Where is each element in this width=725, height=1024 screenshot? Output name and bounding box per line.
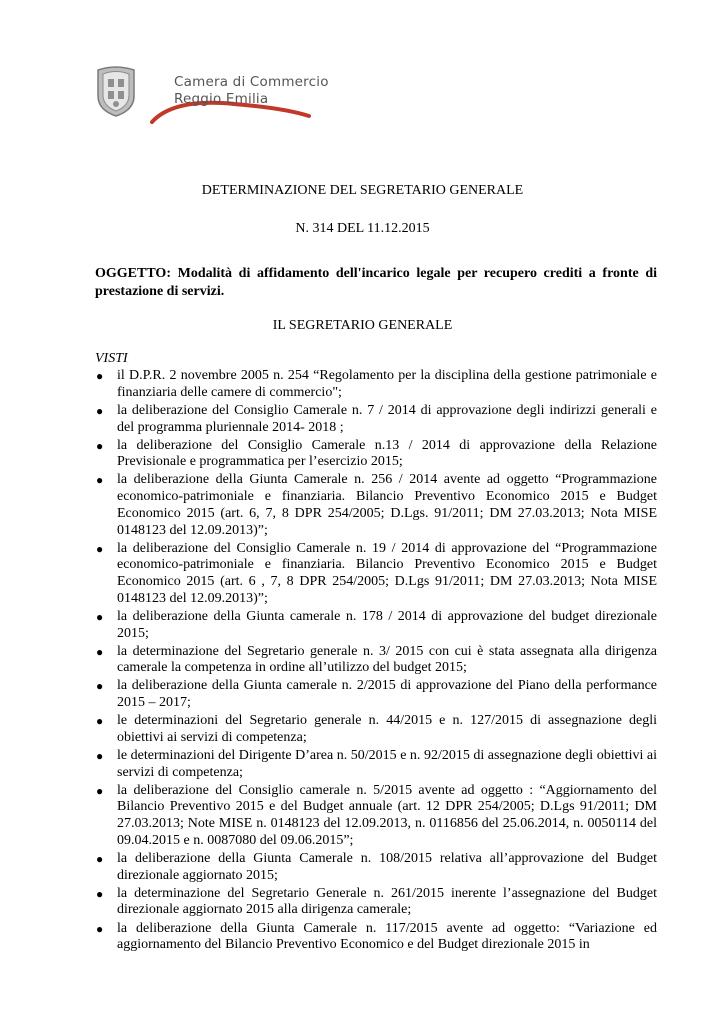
bullet-icon: ● [96,541,104,556]
bullet-icon: ● [96,783,104,798]
bullet-icon: ● [96,438,104,453]
list-item: ● la deliberazione della Giunta Camerale n. 117/2015 avente ad oggetto: “Variazione ed aggiornamento del Bilancio Preventivo Economico e del Budget direzionale 2015 in [96,920,657,953]
bullet-icon: ● [96,644,104,659]
bullet-icon: ● [96,609,104,624]
list-item: ● la deliberazione della Giunta camerale n. 178 / 2014 di approvazione del budget direzionale 2015; [96,608,657,641]
list-item: ● il D.P.R. 2 novembre 2005 n. 254 “Regolamento per la disciplina della gestione patrimoniale e finanziaria delle camere di commercio"; [96,368,657,400]
bullet-icon: ● [96,851,104,866]
visti-list [95,368,657,955]
bullet-icon: ● [96,369,104,383]
list-item: ● le determinazioni del Dirigente D’area n. 50/2015 e n. 92/2015 di assegnazione degli obiettivi ai servizi di competenza; [96,747,657,780]
bullet-icon: ● [96,714,104,729]
document-title: DETERMINAZIONE DEL SEGRETARIO GENERALE [201,183,524,198]
bullet-icon: ● [96,473,104,488]
logo-name-line1: Camera di Commercio [174,74,329,90]
visti-heading: VISTI [95,351,128,366]
list-item: ● la deliberazione del Consiglio Camerale n. 19 / 2014 di approvazione del “Programmazione economico-patrimoniale e finanziaria. Bilancio Preventivo Economico 2015 e Budget Economico 2015 (art. 6 , 7, 8 DPR 254/2005; D.Lgs 91/2011; DM 27.03.2013; Nota MISE 0148123 del 12.09.2013)”; [96,540,657,606]
list-item: ● le determinazioni del Segretario generale n. 44/2015 e n. 127/2015 di assegnazione degli obiettivi ai servizi di competenza; [96,713,657,745]
list-item: ● la deliberazione del Consiglio Camerale n.13 / 2014 di approvazione della Relazione Previsionale e programmatica per l’esercizio 2015; [96,437,657,470]
bullet-icon: ● [96,886,104,901]
bullet-icon: ● [96,748,104,763]
logo-name-line2: Reggio Emilia [174,91,269,107]
list-item: ● la determinazione del Segretario Generale n. 261/2015 inerente l’assegnazione del Budget direzionale aggiornato 2015 alla dirigenza camerale; [96,885,657,918]
bullet-icon: ● [96,679,104,694]
list-item: ● la deliberazione della Giunta Camerale n. 256 / 2014 avente ad oggetto “Programmazione economico-patrimoniale e finanziaria. Bilancio Preventivo Economico 2015 e Budget Economico 2015 (art. 6, 7, 8 DPR 254/2005; D.Lgs. 91/2011; DM 27.03.2013; Nota MISE 0148123 del 12.09.2013)”; [96,472,657,538]
list-item: ● la deliberazione della Giunta Camerale n. 108/2015 relativa all’approvazione del Budget direzionale aggiornato 2015; [96,850,657,883]
bullet-icon: ● [96,921,104,936]
list-item: ● la deliberazione del Consiglio camerale n. 5/2015 avente ad oggetto : “Aggiornamento del Bilancio Preventivo 2015 e del Budget annuale (art. 12 DPR 254/2005; D.Lgs 91/2011; DM 27.03.2013; Note MISE n. 0148123 del 12.09.2013, n. 0116856 del 25.06.2014, n. 0050114 del 09.04.2015 e n. 0087080 del 09.06.2015”; [96,782,657,848]
list-item: ● la determinazione del Segretario generale n. 3/ 2015 con cui è stata assegnata alla dirigenza camerale la competenza in ordine all’utilizzo del budget 2015; [96,643,657,676]
list-item: ● la deliberazione del Consiglio Camerale n. 7 / 2014 di approvazione degli indirizzi generali e del programma pluriennale 2014- 2018 ; [96,402,657,435]
chamber-logo [94,64,334,130]
document-number: N. 314 DEL 11.12.2015 [295,221,430,236]
subject-paragraph: OGGETTO: Modalità di affidamento dell'incarico legale per recupero crediti a fronte di prestazione di servizi. [95,266,657,299]
list-item: ● la deliberazione della Giunta camerale n. 2/2015 di approvazione del Piano della performance 2015 – 2017; [96,678,657,711]
bullet-icon: ● [96,403,104,418]
role-heading: IL SEGRETARIO GENERALE [272,318,453,333]
